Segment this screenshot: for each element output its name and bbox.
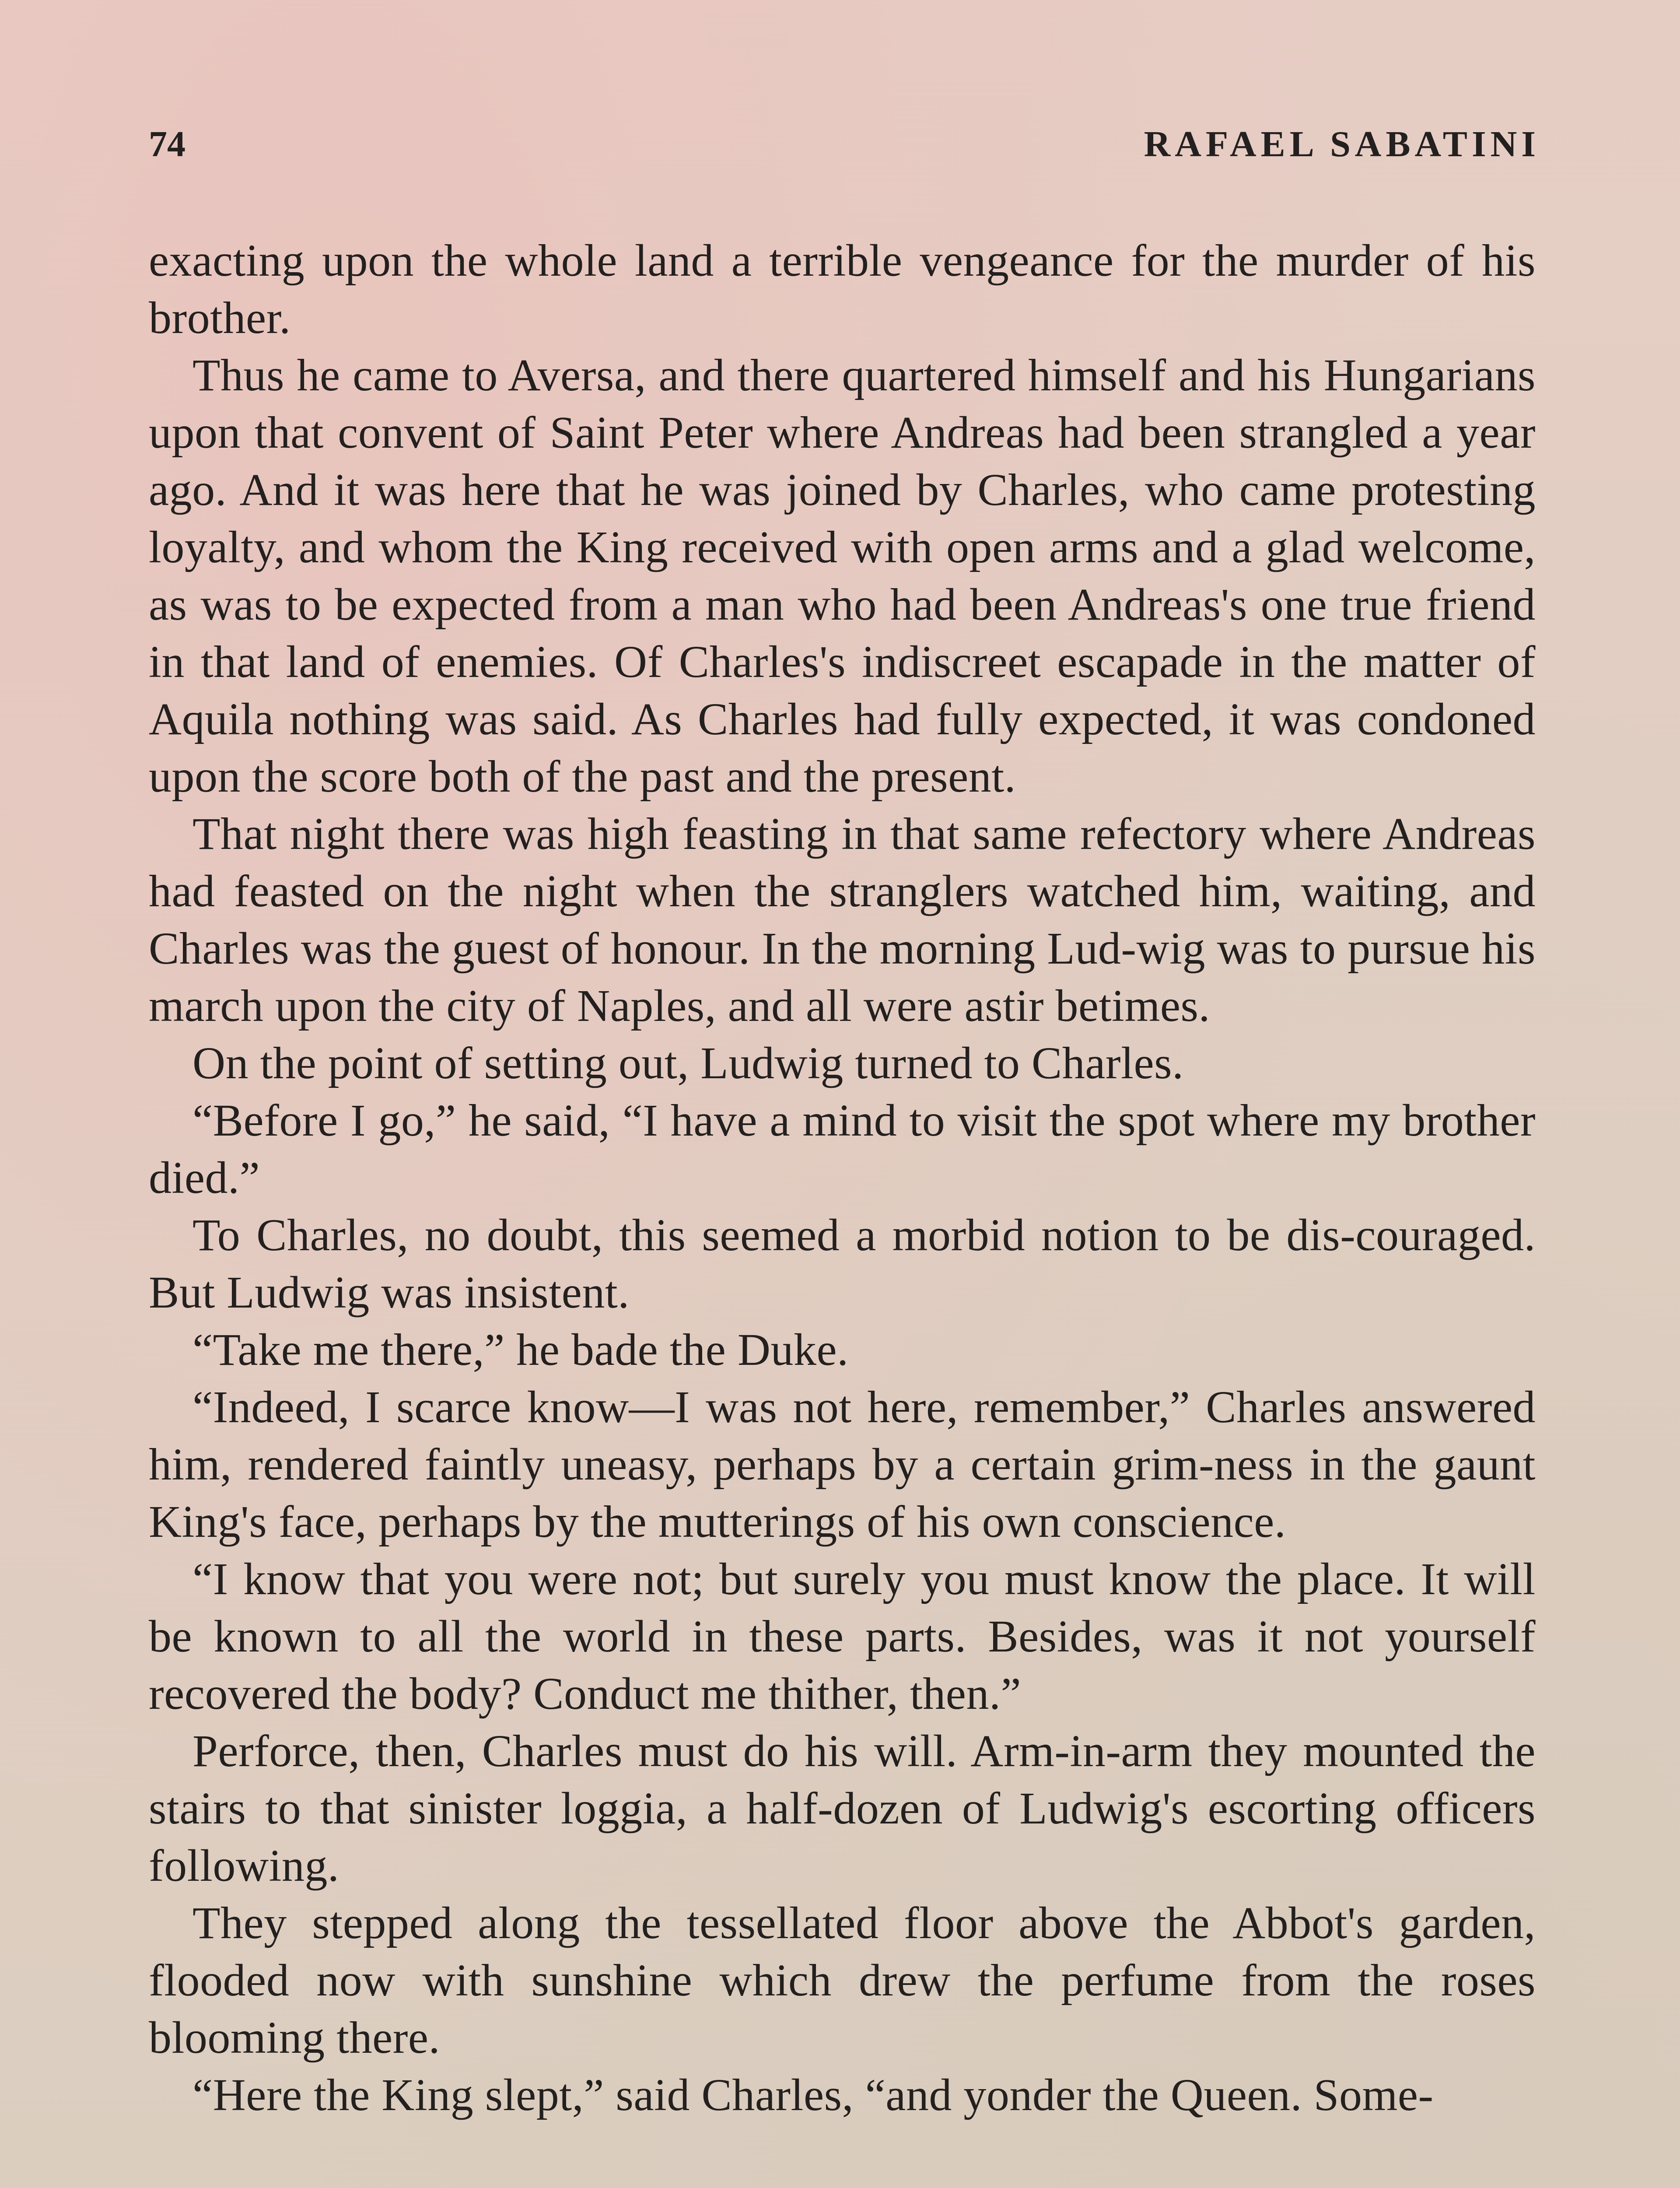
running-title: RAFAEL SABATINI (1144, 124, 1540, 165)
paragraph: Perforce, then, Charles must do his will. Arm-in-arm they mounted the stairs to that sinister loggia, a half-dozen of Ludwig's escorting officers following. (149, 1726, 1536, 1891)
paragraph: Thus he came to Aversa, and there quartered himself and his Hungarians upon that convent of Saint Peter where Andreas had been strangled a year ago. And it was here that he was joined by Charles, who came protesting loyalty, and whom the King received with open arms and a glad welcome, as was to be expected from a man who had been Andreas's one true friend in that land of enemies. Of Charles's indiscreet escapade in the matter of Aquila nothing was said. As Charles had fully expected, it was condoned upon the score both of the past and the present. (149, 350, 1536, 802)
paragraph: “I know that you were not; but surely you must know the place. It will be known to all the world in these parts. Besides, was it not yourself recovered the body? Conduct me thither, then.” (149, 1554, 1536, 1719)
paragraph: That night there was high feasting in that same refectory where Andreas had feasted on the night when the stranglers watched him, waiting, and Charles was the guest of honour. In the morning Lud-wig was to pursue his march upon the city of Naples, and all were astir betimes. (149, 809, 1536, 1031)
paragraph: They stepped along the tessellated floor above the Abbot's garden, flooded now with sunshine which drew the perfume from the roses blooming there. (149, 1898, 1536, 2063)
page-number: 74 (149, 124, 186, 165)
body-text (149, 232, 1536, 2124)
page-content (149, 118, 1540, 2124)
paragraph: On the point of setting out, Ludwig turned to Charles. (192, 1038, 1184, 1088)
paragraph: “Take me there,” he bade the Duke. (192, 1325, 849, 1375)
paragraph: “Indeed, I scarce know—I was not here, remember,” Charles answered him, rendered faintly uneasy, perhaps by a certain grim-ness in the gaunt King's face, perhaps by the mutterings of his own conscience. (149, 1382, 1536, 1547)
running-head (149, 118, 1540, 171)
paragraph-continued: exacting upon the whole land a terrible vengeance for the murder of his brother. (149, 235, 1536, 343)
paragraph: To Charles, no doubt, this seemed a morbid notion to be dis-couraged. But Ludwig was insistent. (149, 1210, 1536, 1318)
paragraph: “Here the King slept,” said Charles, “and yonder the Queen. Some- (192, 2070, 1434, 2120)
paragraph: “Before I go,” he said, “I have a mind to visit the spot where my brother died.” (149, 1095, 1536, 1203)
